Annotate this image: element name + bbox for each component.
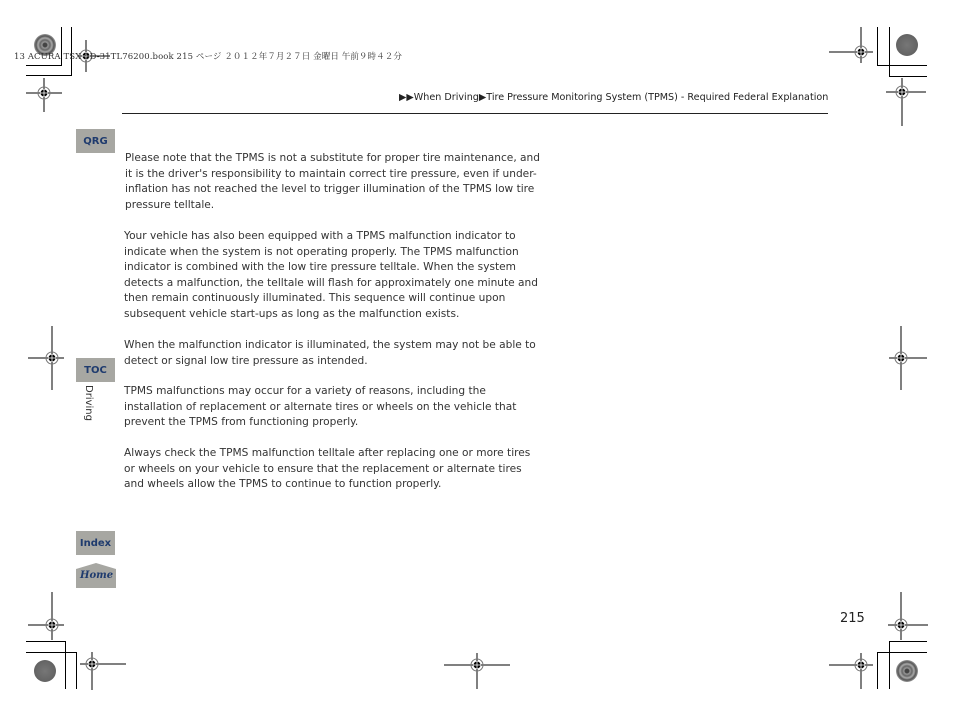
registration-mark xyxy=(444,653,510,689)
color-bar-disc xyxy=(896,34,918,56)
toc-button[interactable] xyxy=(76,358,115,382)
color-bar-disc xyxy=(34,660,56,682)
crop-mark xyxy=(877,65,927,66)
crop-mark xyxy=(26,641,66,642)
page-number: 215 xyxy=(840,611,865,626)
crop-mark xyxy=(76,652,77,689)
crop-mark xyxy=(889,641,927,642)
registration-mark xyxy=(829,27,873,63)
header-divider xyxy=(122,113,828,114)
registration-mark xyxy=(26,78,62,112)
breadcrumb xyxy=(399,92,828,103)
crop-mark xyxy=(889,27,890,76)
home-label: Home xyxy=(80,570,114,581)
crop-mark xyxy=(26,75,72,76)
crop-mark xyxy=(26,652,77,653)
paragraph: Always check the TPMS malfunction telltale after replacing one or more tires or wheels on your vehicle to ensure that the replacement or alternate tires and wheels allow the TPMS to continue to function properly. xyxy=(124,447,531,491)
index-button[interactable] xyxy=(76,531,115,555)
qrg-button[interactable] xyxy=(76,129,115,153)
crop-mark xyxy=(26,65,62,66)
toc-label: TOC xyxy=(84,364,107,376)
paragraph: TPMS malfunctions may occur for a variety of reasons, including the installation of replacement or alternate tires or wheels on the vehicle that prevent the TPMS from functioning properly. xyxy=(124,385,517,429)
registration-mark xyxy=(889,326,927,390)
color-bar-disc xyxy=(896,660,918,682)
crop-mark xyxy=(877,652,878,689)
crop-mark xyxy=(889,641,890,689)
paragraph: Your vehicle has also been equipped with a TPMS malfunction indicator to indicate when the system is not operating properly. The TPMS malfunction indicator is combined with the low tire pressure telltale. When the system detects a malfunction, the telltale will flash for approximately one minute and then remain continuously illuminated. This sequence will continue upon subsequent vehicle start-ups as long as the malfunction exists. xyxy=(124,230,538,320)
registration-mark xyxy=(28,326,64,390)
crop-mark xyxy=(877,27,878,65)
registration-mark xyxy=(888,592,928,640)
registration-mark xyxy=(80,652,126,690)
crop-mark xyxy=(877,652,927,653)
qrg-label: QRG xyxy=(83,135,108,147)
print-header: 13 ACURA TSX 5D-31TL76200.book 215 ページ ２０１２年７月２７日 金曜日 午前９時４２分 xyxy=(14,52,402,62)
registration-mark xyxy=(28,592,64,640)
crop-mark xyxy=(889,76,927,77)
breadcrumb-arrow-icon: ▶ xyxy=(478,92,487,103)
breadcrumb-section-link[interactable]: When Driving xyxy=(413,92,479,103)
index-label: Index xyxy=(79,537,112,549)
crop-mark xyxy=(65,641,66,689)
paragraph: When the malfunction indicator is illuminated, the system may not be able to detect or signal low tire pressure as intended. xyxy=(124,339,536,367)
breadcrumb-topic: Tire Pressure Monitoring System (TPMS) - Required Federal Explanation xyxy=(486,92,829,103)
chapter-label: Driving xyxy=(83,385,94,421)
paragraph: Please note that the TPMS is not a substitute for proper tire maintenance, and it is the driver's responsibility to maintain correct tire pressure, even if under-inflation has not reached the level to trigger illumination of the TPMS low tire pressure telltale. xyxy=(125,152,540,211)
home-button[interactable] xyxy=(76,563,116,588)
registration-mark xyxy=(886,78,926,126)
registration-mark xyxy=(829,653,873,689)
breadcrumb-arrows-icon: ▶▶ xyxy=(399,92,414,103)
